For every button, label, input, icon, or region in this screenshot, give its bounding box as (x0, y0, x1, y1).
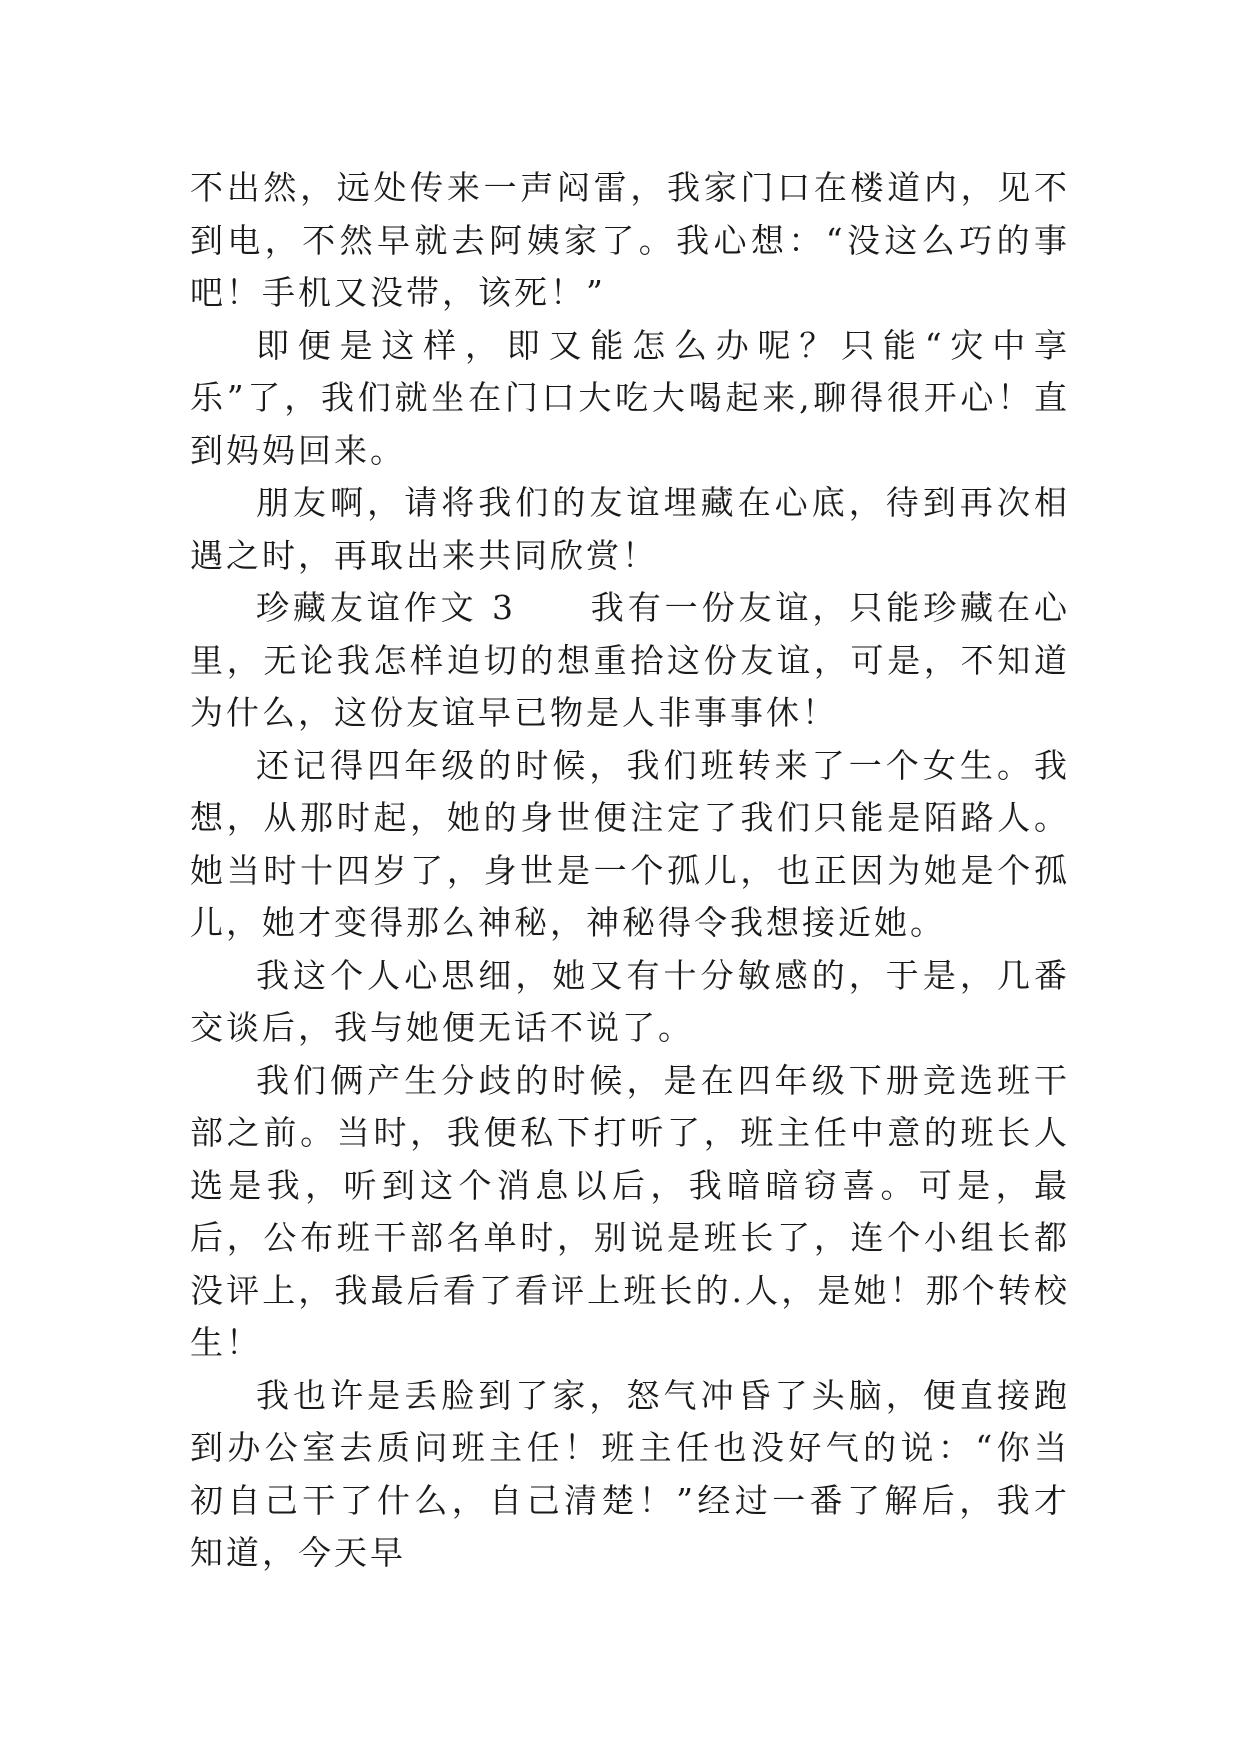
paragraph-6: 我这个人心思细，她又有十分敏感的，于是，几番交谈后，我与她便无话不说了。 (190, 955, 1070, 1047)
paragraph-8: 我也许是丢脸到了家，怒气冲昏了头脑，便直接跑到办公室去质问班主任！班主任也没好气的说：“你当初自己干了什么，自己清楚！”经过一番了解后，我才知道，今天早 (190, 1375, 1070, 1572)
paragraph-1: 不出然，远处传来一声闷雷，我家门口在楼道内，见不到电，不然早就去阿姨家了。我心想：“没这么巧的事吧！手机又没带，该死！” (190, 168, 1070, 312)
paragraph-7: 我们俩产生分歧的时候，是在四年级下册竞选班干部之前。当时，我便私下打听了，班主任中意的班长人选是我，听到这个消息以后，我暗暗窃喜。可是，最后，公布班干部名单时，别说是班长了，连个小组长都没评上，我最后看了看评上班长的.人，是她！那个转校生！ (190, 1060, 1070, 1362)
paragraph-4: 珍藏友谊作文 3 我有一份友谊，只能珍藏在心里，无论我怎样迫切的想重拾这份友谊，可是，不知道为什么，这份友谊早已物是人非事事休！ (190, 588, 1070, 732)
paragraph-2: 即便是这样，即又能怎么办呢？只能“灾中享乐”了，我们就坐在门口大吃大喝起来,聊得很开心！直到妈妈回来。 (190, 325, 1070, 470)
document-body (190, 162, 1070, 1580)
paragraph-3: 朋友啊，请将我们的友谊埋藏在心底，待到再次相遇之时，再取出来共同欣赏！ (190, 483, 1070, 575)
paragraph-5: 还记得四年级的时候，我们班转来了一个女生。我想，从那时起，她的身世便注定了我们只能是陌路人。她当时十四岁了，身世是一个孤儿，也正因为她是个孤儿，她才变得那么神秘，神秘得令我想接近她。 (190, 745, 1070, 942)
